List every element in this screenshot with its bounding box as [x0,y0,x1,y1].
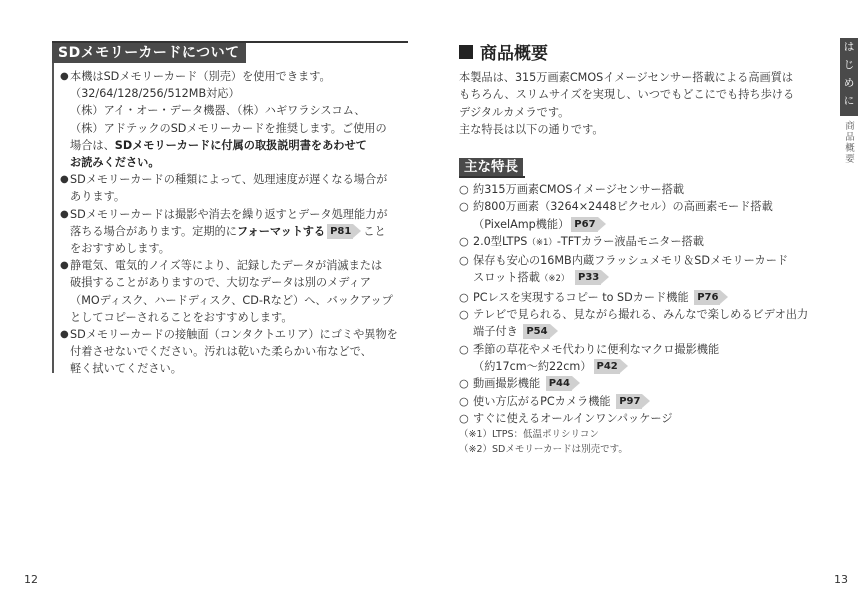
page-number-left: 12 [24,573,38,586]
overview-title-text: 商品概要 [480,44,548,64]
footnote: （※2）SDメモリーカードは別売です。 [459,444,628,456]
page-ref-tag: P67 [571,217,597,232]
sd-card-section-heading: SDメモリーカードについて [52,43,246,63]
text-line [473,269,831,288]
text-line: テレビで見られる、見ながら撮れる、みんなで楽しめるビデオ出力 [473,308,809,322]
circle-bullet-icon: ○ [459,200,469,214]
page-ref-tag: P81 [327,224,353,239]
emphasis-text: お読みください。 [70,156,160,170]
list-item [60,326,415,378]
text-line: 季節の草花やメモ代わりに便利なマクロ撮影機能 [473,342,720,356]
footnote-mark: （※1） [527,237,557,248]
text-line: （株）アドテックのSDメモリーカードを推奨します。ご使用の [70,121,387,135]
text-line [70,137,415,154]
list-item [60,171,415,205]
text-span: -TFTカラー液晶モニター搭載 [556,234,704,248]
features-heading: 主な特長 [459,158,523,177]
circle-bullet-icon: ○ [459,183,469,196]
text-line: （MOディスク、ハードディスク、CD-Rなど）へ、バックアップ [70,293,393,307]
text-line: SDメモリーカードは撮影や消去を繰り返すとデータ処理能力が [70,207,388,221]
footnote: （※1）LTPS：低温ポリシリコン [459,429,599,441]
circle-bullet-icon: ○ [459,342,469,356]
text-span: 端子付き [473,325,518,339]
text-line: SDメモリーカードの種類によって、処理速度が遅くなる場合が [70,173,388,187]
text-line [473,375,831,392]
text-span: （約17cm〜約22cm） [473,359,592,373]
emphasis-text: フォーマットする [236,224,326,238]
section-tab-char: 概 [845,143,855,154]
text-line [473,393,831,410]
bullet-icon: ● [60,208,69,220]
feature-item [459,233,831,252]
section-tab-char: 品 [845,132,855,143]
circle-bullet-icon: ○ [459,290,469,304]
section-side-rule [52,63,54,373]
text-line [473,216,831,233]
feature-item [459,198,831,233]
text-line: すぐに使えるオールインワンパッケージ [473,411,673,425]
list-item [60,68,415,171]
text-span: こと [363,224,386,238]
text-line: 付着させないでください。汚れは乾いた柔らかい布などで、 [70,345,372,359]
chapter-tab [840,38,858,116]
text-line: 本機はSDメモリーカード（別売）を使用できます。 [70,70,331,83]
text-line [473,233,831,252]
chapter-tab-char: は [843,41,855,53]
text-line [473,289,831,306]
footnote-mark: （※2） [539,274,570,285]
text-span: （PixelAmp機能） [473,217,570,231]
list-item [60,257,415,326]
text-span: 2.0型LTPS [473,234,528,248]
text-line [70,223,415,240]
circle-bullet-icon: ○ [459,234,469,248]
text-span: 使い方広がるPCカメラ機能 [473,394,611,408]
text-line: 約800万画素（3264×2448ピクセル）の高画素モード搭載 [473,200,773,214]
square-bullet-icon [459,45,473,59]
chapter-tab-char: め [843,77,855,89]
list-item [60,206,415,258]
feature-item [459,289,831,306]
circle-bullet-icon: ○ [459,394,469,408]
page-ref-tag: P97 [616,394,642,409]
text-line: あります。 [70,190,126,204]
overview-title [459,39,548,64]
text-line: （株）アイ・オー・データ機器、（株）ハギワラシスコム、 [70,104,366,118]
text-span: 動画撮影機能 [473,377,541,391]
text-line: 破損することがありますので、大切なデータは別のメディア [70,276,371,290]
feature-item [459,181,831,198]
bullet-icon: ● [60,174,69,186]
text-line: 軽く拭いてください。 [70,362,182,376]
circle-bullet-icon: ○ [459,411,469,425]
text-span: 場合は、 [70,138,115,152]
chapter-tab-char: に [843,95,855,107]
page-ref-tag: P76 [694,290,720,305]
text-line [473,323,831,340]
features-heading-rule [459,176,525,178]
sd-card-notes [60,68,415,378]
feature-item [459,306,831,341]
section-tab-char: 要 [845,154,855,165]
feature-item [459,252,831,289]
text-line [473,358,831,375]
feature-item [459,393,831,410]
text-span: スロット搭載 [473,271,540,285]
text-line: 約315万画素CMOSイメージセンサー搭載 [473,183,685,196]
chapter-tab-char: じ [843,59,855,71]
circle-bullet-icon: ○ [459,308,469,322]
circle-bullet-icon: ○ [459,377,469,391]
text-line: 主な特長は以下の通りです。 [459,122,604,136]
page-ref-tag: P33 [575,270,601,285]
section-tab-label [844,121,856,165]
text-line: 静電気、電気的ノイズ等により、記録したデータが消滅または [70,259,383,273]
features-list [459,181,831,457]
text-span: PCレスを実現するコピー to SDカード機能 [473,290,689,304]
overview-paragraph [459,69,829,138]
bullet-icon: ● [60,329,69,341]
text-line: もちろん、スリムサイズを実現し、いつでもどこにでも持ち歩ける [459,88,795,102]
section-tab-char: 商 [845,121,855,132]
text-line: SDメモリーカードの接触面（コンタクトエリア）にゴミや異物を [70,328,398,342]
bullet-icon: ● [60,260,69,272]
text-span: 落ちる場合があります。定期的に [70,224,237,238]
page-ref-tag: P54 [523,324,549,339]
feature-item [459,410,831,427]
text-line: をおすすめします。 [70,242,170,256]
text-line: としてコピーされることをおすすめします。 [70,310,293,324]
circle-bullet-icon: ○ [459,254,469,268]
page-ref-tag: P44 [546,376,572,391]
page-number-right: 13 [834,573,848,586]
page-ref-tag: P42 [594,359,620,374]
text-line: 本製品は、315万画素CMOSイメージセンサー搭載による高画質は [459,71,794,84]
bullet-icon: ● [60,71,69,82]
emphasis-text: SDメモリーカードに付属の取扱説明書をあわせて [114,138,367,152]
text-line: デジタルカメラです。 [459,105,570,119]
text-line: （32/64/128/256/512MB対応） [70,87,240,101]
feature-item [459,375,831,392]
text-line: 保存も安心の16MB内蔵フラッシュメモリ＆SDメモリーカード [473,254,789,268]
feature-item [459,341,831,376]
